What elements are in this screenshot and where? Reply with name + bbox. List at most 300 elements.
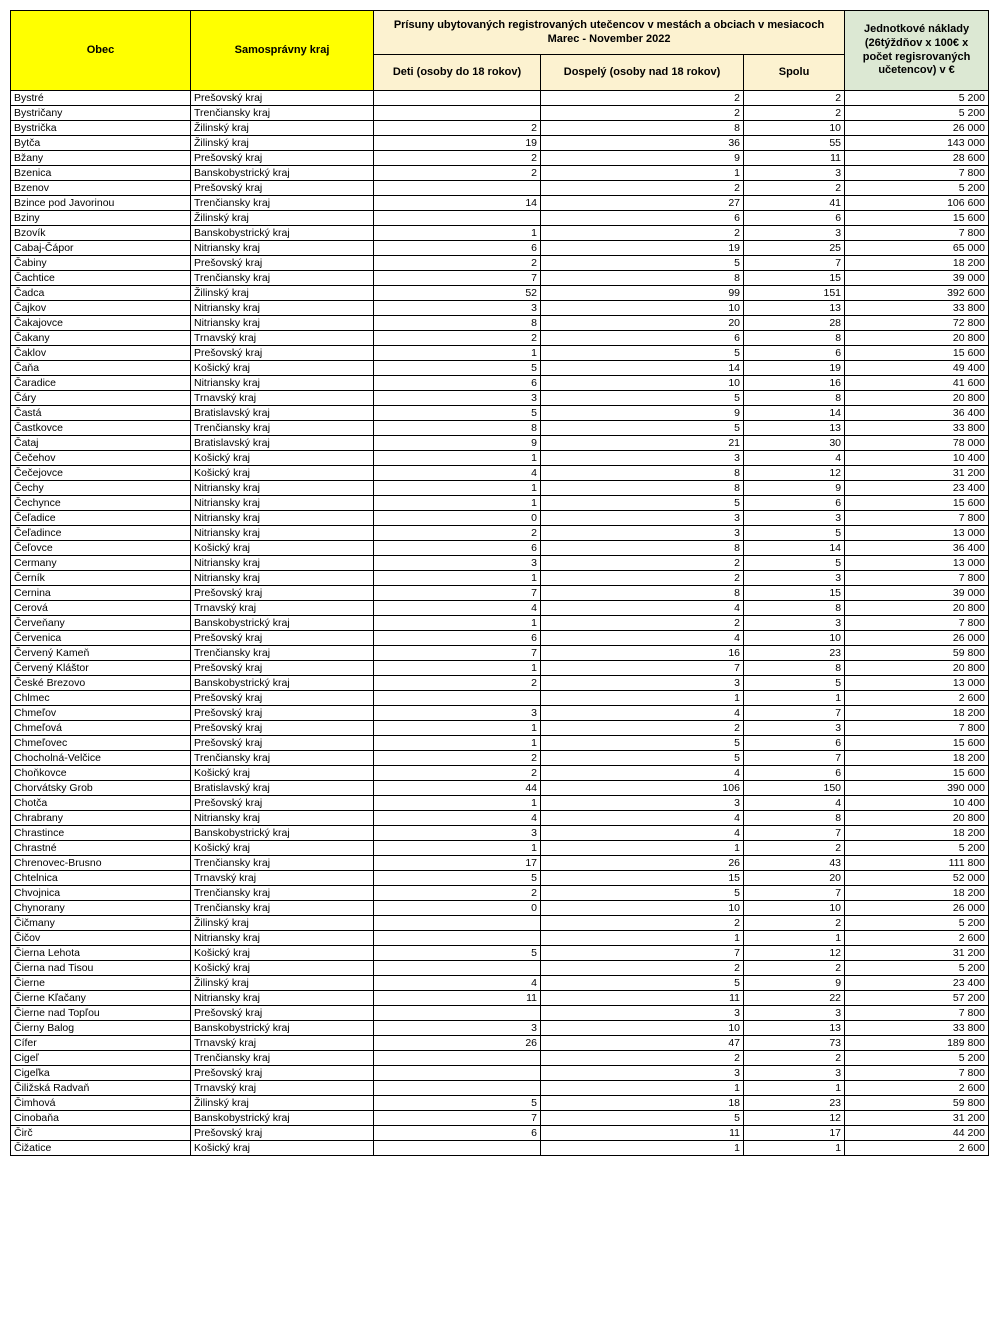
cell-kraj: Prešovský kraj (191, 796, 374, 811)
cell-kraj: Bratislavský kraj (191, 406, 374, 421)
cell-obec: Čadca (11, 286, 191, 301)
table-row (11, 301, 989, 316)
cell-deti: 3 (374, 826, 541, 841)
table-row (11, 811, 989, 826)
cell-dospely: 1 (541, 1141, 744, 1156)
table-row (11, 616, 989, 631)
cell-obec: Chrastné (11, 841, 191, 856)
cell-naklady: 7 800 (845, 616, 989, 631)
cell-deti (374, 1141, 541, 1156)
cell-deti (374, 1006, 541, 1021)
cell-spolu: 12 (744, 1111, 845, 1126)
cell-kraj: Bratislavský kraj (191, 436, 374, 451)
refugee-accommodation-cost-table (10, 10, 989, 1156)
table-row (11, 946, 989, 961)
cell-kraj: Nitriansky kraj (191, 811, 374, 826)
cell-naklady: 10 400 (845, 451, 989, 466)
cell-dospely: 18 (541, 1096, 744, 1111)
cell-naklady: 5 200 (845, 841, 989, 856)
table-row (11, 601, 989, 616)
table-row (11, 556, 989, 571)
cell-obec: Čiližská Radvaň (11, 1081, 191, 1096)
cell-spolu: 17 (744, 1126, 845, 1141)
cell-naklady: 49 400 (845, 361, 989, 376)
cell-kraj: Košický kraj (191, 841, 374, 856)
cell-naklady: 20 800 (845, 331, 989, 346)
cell-deti: 2 (374, 256, 541, 271)
cell-spolu: 5 (744, 526, 845, 541)
cell-naklady: 26 000 (845, 121, 989, 136)
cell-kraj: Trenčiansky kraj (191, 421, 374, 436)
cell-spolu: 43 (744, 856, 845, 871)
cell-dospely: 2 (541, 106, 744, 121)
cell-deti: 2 (374, 886, 541, 901)
table-row (11, 196, 989, 211)
cell-obec: Čáry (11, 391, 191, 406)
cell-obec: Chtelnica (11, 871, 191, 886)
column-header-obec: Obec (11, 11, 191, 91)
cell-deti: 8 (374, 316, 541, 331)
cell-dospely: 3 (541, 451, 744, 466)
cell-obec: Čičov (11, 931, 191, 946)
cell-naklady: 5 200 (845, 106, 989, 121)
cell-naklady: 5 200 (845, 181, 989, 196)
cell-dospely: 36 (541, 136, 744, 151)
cell-obec: Čajkov (11, 301, 191, 316)
cell-obec: Častkovce (11, 421, 191, 436)
cell-naklady: 18 200 (845, 706, 989, 721)
cell-deti: 1 (374, 796, 541, 811)
table-row (11, 961, 989, 976)
table-row (11, 541, 989, 556)
cell-deti: 5 (374, 946, 541, 961)
table-row (11, 991, 989, 1006)
cell-dospely: 2 (541, 961, 744, 976)
cell-dospely: 15 (541, 871, 744, 886)
cell-spolu: 13 (744, 301, 845, 316)
cell-spolu: 3 (744, 616, 845, 631)
cell-dospely: 2 (541, 181, 744, 196)
cell-naklady: 7 800 (845, 571, 989, 586)
cell-naklady: 390 000 (845, 781, 989, 796)
cell-naklady: 2 600 (845, 931, 989, 946)
cell-dospely: 2 (541, 916, 744, 931)
cell-deti: 52 (374, 286, 541, 301)
cell-obec: Černík (11, 571, 191, 586)
table-row (11, 826, 989, 841)
cell-obec: Čimhová (11, 1096, 191, 1111)
cell-kraj: Trnavský kraj (191, 1036, 374, 1051)
cell-spolu: 8 (744, 811, 845, 826)
cell-spolu: 6 (744, 211, 845, 226)
cell-obec: Bziny (11, 211, 191, 226)
cell-dospely: 2 (541, 226, 744, 241)
table-row (11, 136, 989, 151)
cell-kraj: Banskobystrický kraj (191, 826, 374, 841)
cell-spolu: 6 (744, 346, 845, 361)
cell-dospely: 8 (541, 541, 744, 556)
cell-kraj: Prešovský kraj (191, 586, 374, 601)
cell-kraj: Prešovský kraj (191, 721, 374, 736)
cell-obec: Červeňany (11, 616, 191, 631)
cell-naklady: 15 600 (845, 346, 989, 361)
table-row (11, 166, 989, 181)
cell-kraj: Trenčiansky kraj (191, 856, 374, 871)
cell-spolu: 9 (744, 481, 845, 496)
cell-deti: 26 (374, 1036, 541, 1051)
cell-dospely: 11 (541, 1126, 744, 1141)
cell-kraj: Banskobystrický kraj (191, 166, 374, 181)
table-row (11, 646, 989, 661)
cell-dospely: 8 (541, 121, 744, 136)
table-row (11, 211, 989, 226)
cell-naklady: 111 800 (845, 856, 989, 871)
cell-naklady: 2 600 (845, 1081, 989, 1096)
cell-kraj: Prešovský kraj (191, 1066, 374, 1081)
cell-naklady: 15 600 (845, 211, 989, 226)
table-row (11, 796, 989, 811)
cell-deti: 1 (374, 721, 541, 736)
cell-kraj: Banskobystrický kraj (191, 226, 374, 241)
table-row (11, 271, 989, 286)
cell-dospely: 3 (541, 796, 744, 811)
cell-kraj: Prešovský kraj (191, 181, 374, 196)
cell-kraj: Trnavský kraj (191, 871, 374, 886)
cell-obec: Chorvátsky Grob (11, 781, 191, 796)
cell-spolu: 1 (744, 691, 845, 706)
table-row (11, 331, 989, 346)
cell-spolu: 55 (744, 136, 845, 151)
table-row (11, 496, 989, 511)
cell-obec: Chlmec (11, 691, 191, 706)
cell-kraj: Žilinský kraj (191, 976, 374, 991)
cell-dospely: 2 (541, 1051, 744, 1066)
cell-obec: Čechy (11, 481, 191, 496)
table-row (11, 391, 989, 406)
cell-naklady: 20 800 (845, 601, 989, 616)
cell-dospely: 2 (541, 91, 744, 106)
cell-kraj: Trenčiansky kraj (191, 901, 374, 916)
cell-obec: Cernina (11, 586, 191, 601)
cell-spolu: 20 (744, 871, 845, 886)
cell-dospely: 99 (541, 286, 744, 301)
table-row (11, 661, 989, 676)
cell-kraj: Banskobystrický kraj (191, 676, 374, 691)
cell-kraj: Prešovský kraj (191, 706, 374, 721)
cell-spolu: 151 (744, 286, 845, 301)
cell-obec: Bystričany (11, 106, 191, 121)
cell-dospely: 106 (541, 781, 744, 796)
cell-deti: 1 (374, 496, 541, 511)
cell-deti: 44 (374, 781, 541, 796)
cell-deti: 5 (374, 361, 541, 376)
cell-deti (374, 106, 541, 121)
cell-kraj: Prešovský kraj (191, 1006, 374, 1021)
cell-obec: Čataj (11, 436, 191, 451)
cell-dospely: 5 (541, 496, 744, 511)
cell-dospely: 5 (541, 346, 744, 361)
cell-kraj: Prešovský kraj (191, 736, 374, 751)
cell-deti: 0 (374, 511, 541, 526)
cell-spolu: 3 (744, 721, 845, 736)
cell-spolu: 3 (744, 1066, 845, 1081)
table-row (11, 931, 989, 946)
cell-spolu: 10 (744, 121, 845, 136)
cell-naklady: 20 800 (845, 811, 989, 826)
cell-kraj: Nitriansky kraj (191, 376, 374, 391)
cell-obec: Čeľadice (11, 511, 191, 526)
cell-kraj: Trenčiansky kraj (191, 751, 374, 766)
cell-naklady: 18 200 (845, 886, 989, 901)
cell-spolu: 28 (744, 316, 845, 331)
cell-obec: Čachtice (11, 271, 191, 286)
cell-kraj: Nitriansky kraj (191, 931, 374, 946)
cell-obec: Cermany (11, 556, 191, 571)
cell-spolu: 4 (744, 796, 845, 811)
table-row (11, 781, 989, 796)
cell-deti: 2 (374, 526, 541, 541)
cell-dospely: 8 (541, 586, 744, 601)
cell-naklady: 31 200 (845, 946, 989, 961)
cell-naklady: 23 400 (845, 976, 989, 991)
cell-spolu: 10 (744, 631, 845, 646)
table-row (11, 871, 989, 886)
cell-deti: 1 (374, 736, 541, 751)
cell-obec: Čeľovce (11, 541, 191, 556)
cell-kraj: Nitriansky kraj (191, 316, 374, 331)
cell-spolu: 13 (744, 421, 845, 436)
cell-naklady: 31 200 (845, 1111, 989, 1126)
cell-naklady: 23 400 (845, 481, 989, 496)
cell-spolu: 12 (744, 466, 845, 481)
cell-obec: Chvojnica (11, 886, 191, 901)
cell-kraj: Trnavský kraj (191, 331, 374, 346)
cell-spolu: 25 (744, 241, 845, 256)
table-row (11, 736, 989, 751)
cell-dospely: 5 (541, 391, 744, 406)
table-row (11, 436, 989, 451)
cell-deti: 2 (374, 751, 541, 766)
cell-deti: 5 (374, 406, 541, 421)
cell-naklady: 18 200 (845, 826, 989, 841)
cell-naklady: 106 600 (845, 196, 989, 211)
cell-obec: Čabiny (11, 256, 191, 271)
cell-obec: Cinobaňa (11, 1111, 191, 1126)
cell-naklady: 41 600 (845, 376, 989, 391)
cell-obec: Čeľadince (11, 526, 191, 541)
cell-deti: 11 (374, 991, 541, 1006)
cell-obec: Červený Kameň (11, 646, 191, 661)
cell-deti: 3 (374, 391, 541, 406)
cell-naklady: 57 200 (845, 991, 989, 1006)
cell-spolu: 8 (744, 331, 845, 346)
cell-dospely: 1 (541, 841, 744, 856)
cell-naklady: 392 600 (845, 286, 989, 301)
cell-dospely: 6 (541, 211, 744, 226)
cell-spolu: 5 (744, 556, 845, 571)
cell-dospely: 2 (541, 616, 744, 631)
cell-dospely: 2 (541, 571, 744, 586)
cell-dospely: 4 (541, 826, 744, 841)
cell-dospely: 6 (541, 331, 744, 346)
cell-deti: 1 (374, 451, 541, 466)
cell-dospely: 3 (541, 1066, 744, 1081)
cell-dospely: 1 (541, 1081, 744, 1096)
cell-deti: 7 (374, 586, 541, 601)
cell-spolu: 1 (744, 1081, 845, 1096)
cell-deti (374, 691, 541, 706)
cell-obec: Chmeľov (11, 706, 191, 721)
cell-naklady: 59 800 (845, 646, 989, 661)
cell-kraj: Trenčiansky kraj (191, 886, 374, 901)
cell-dospely: 9 (541, 151, 744, 166)
cell-spolu: 3 (744, 1006, 845, 1021)
cell-kraj: Nitriansky kraj (191, 556, 374, 571)
cell-obec: Cigeľka (11, 1066, 191, 1081)
cell-naklady: 78 000 (845, 436, 989, 451)
table-row (11, 286, 989, 301)
cell-spolu: 4 (744, 451, 845, 466)
cell-obec: Čechynce (11, 496, 191, 511)
cell-kraj: Košický kraj (191, 961, 374, 976)
cell-naklady: 36 400 (845, 541, 989, 556)
column-header-samospravny-kraj: Samosprávny kraj (191, 11, 374, 91)
cell-deti (374, 1081, 541, 1096)
cell-naklady: 5 200 (845, 1051, 989, 1066)
cell-deti: 1 (374, 226, 541, 241)
cell-dospely: 14 (541, 361, 744, 376)
cell-naklady: 33 800 (845, 301, 989, 316)
cell-deti: 1 (374, 841, 541, 856)
cell-naklady: 59 800 (845, 1096, 989, 1111)
cell-spolu: 30 (744, 436, 845, 451)
table-row (11, 676, 989, 691)
table-row (11, 706, 989, 721)
table-row (11, 361, 989, 376)
cell-spolu: 2 (744, 841, 845, 856)
cell-obec: Čierny Balog (11, 1021, 191, 1036)
cell-kraj: Banskobystrický kraj (191, 1021, 374, 1036)
cell-kraj: Košický kraj (191, 1141, 374, 1156)
cell-dospely: 26 (541, 856, 744, 871)
cell-naklady: 7 800 (845, 1066, 989, 1081)
cell-naklady: 10 400 (845, 796, 989, 811)
table-body (11, 91, 989, 1156)
cell-dospely: 3 (541, 526, 744, 541)
cell-dospely: 47 (541, 1036, 744, 1051)
cell-kraj: Trenčiansky kraj (191, 646, 374, 661)
cell-dospely: 27 (541, 196, 744, 211)
cell-obec: Cerová (11, 601, 191, 616)
table-row (11, 1051, 989, 1066)
cell-spolu: 15 (744, 586, 845, 601)
table-row (11, 376, 989, 391)
cell-naklady: 72 800 (845, 316, 989, 331)
cell-naklady: 7 800 (845, 166, 989, 181)
cell-deti (374, 916, 541, 931)
table-header (11, 11, 989, 91)
cell-kraj: Prešovský kraj (191, 151, 374, 166)
table-row (11, 1066, 989, 1081)
cell-dospely: 4 (541, 631, 744, 646)
cell-deti (374, 181, 541, 196)
table-row (11, 1021, 989, 1036)
cell-kraj: Košický kraj (191, 766, 374, 781)
cell-kraj: Trnavský kraj (191, 391, 374, 406)
cell-dospely: 5 (541, 886, 744, 901)
cell-deti (374, 1066, 541, 1081)
cell-spolu: 7 (744, 256, 845, 271)
table-row (11, 1036, 989, 1051)
cell-obec: Červenica (11, 631, 191, 646)
table-row (11, 511, 989, 526)
column-header-jednotkove-naklady: Jednotkové náklady (26týždňov x 100€ x počet regisrovaných učetencov) v € (845, 11, 989, 91)
table-row (11, 316, 989, 331)
cell-kraj: Trenčiansky kraj (191, 196, 374, 211)
cell-dospely: 1 (541, 931, 744, 946)
cell-naklady: 2 600 (845, 1141, 989, 1156)
cell-naklady: 36 400 (845, 406, 989, 421)
table-row (11, 526, 989, 541)
cell-spolu: 7 (744, 706, 845, 721)
cell-dospely: 4 (541, 766, 744, 781)
table-row (11, 1141, 989, 1156)
cell-spolu: 9 (744, 976, 845, 991)
cell-obec: Čierne Kľačany (11, 991, 191, 1006)
cell-dospely: 5 (541, 976, 744, 991)
cell-obec: Chrastince (11, 826, 191, 841)
cell-naklady: 26 000 (845, 901, 989, 916)
cell-spolu: 15 (744, 271, 845, 286)
cell-obec: Bzenica (11, 166, 191, 181)
cell-kraj: Nitriansky kraj (191, 241, 374, 256)
cell-obec: Chotča (11, 796, 191, 811)
cell-dospely: 4 (541, 706, 744, 721)
cell-dospely: 10 (541, 901, 744, 916)
table-row (11, 451, 989, 466)
cell-naklady: 13 000 (845, 676, 989, 691)
cell-naklady: 13 000 (845, 556, 989, 571)
cell-spolu: 2 (744, 961, 845, 976)
table-row (11, 481, 989, 496)
cell-kraj: Trenčiansky kraj (191, 1051, 374, 1066)
cell-spolu: 7 (744, 886, 845, 901)
cell-obec: Chmeľová (11, 721, 191, 736)
cell-deti: 2 (374, 151, 541, 166)
cell-spolu: 22 (744, 991, 845, 1006)
cell-naklady: 5 200 (845, 961, 989, 976)
cell-spolu: 2 (744, 1051, 845, 1066)
cell-naklady: 39 000 (845, 586, 989, 601)
cell-obec: Bžany (11, 151, 191, 166)
cell-kraj: Bratislavský kraj (191, 781, 374, 796)
cell-dospely: 5 (541, 421, 744, 436)
cell-deti (374, 91, 541, 106)
cell-naklady: 31 200 (845, 466, 989, 481)
table-row (11, 1096, 989, 1111)
cell-obec: Bystré (11, 91, 191, 106)
cell-deti: 1 (374, 481, 541, 496)
cell-deti: 2 (374, 331, 541, 346)
cell-deti: 3 (374, 556, 541, 571)
cell-spolu: 11 (744, 151, 845, 166)
cell-spolu: 6 (744, 736, 845, 751)
table-row (11, 901, 989, 916)
column-header-deti: Deti (osoby do 18 rokov) (374, 55, 541, 91)
cell-spolu: 2 (744, 916, 845, 931)
cell-deti: 7 (374, 1111, 541, 1126)
cell-naklady: 33 800 (845, 1021, 989, 1036)
